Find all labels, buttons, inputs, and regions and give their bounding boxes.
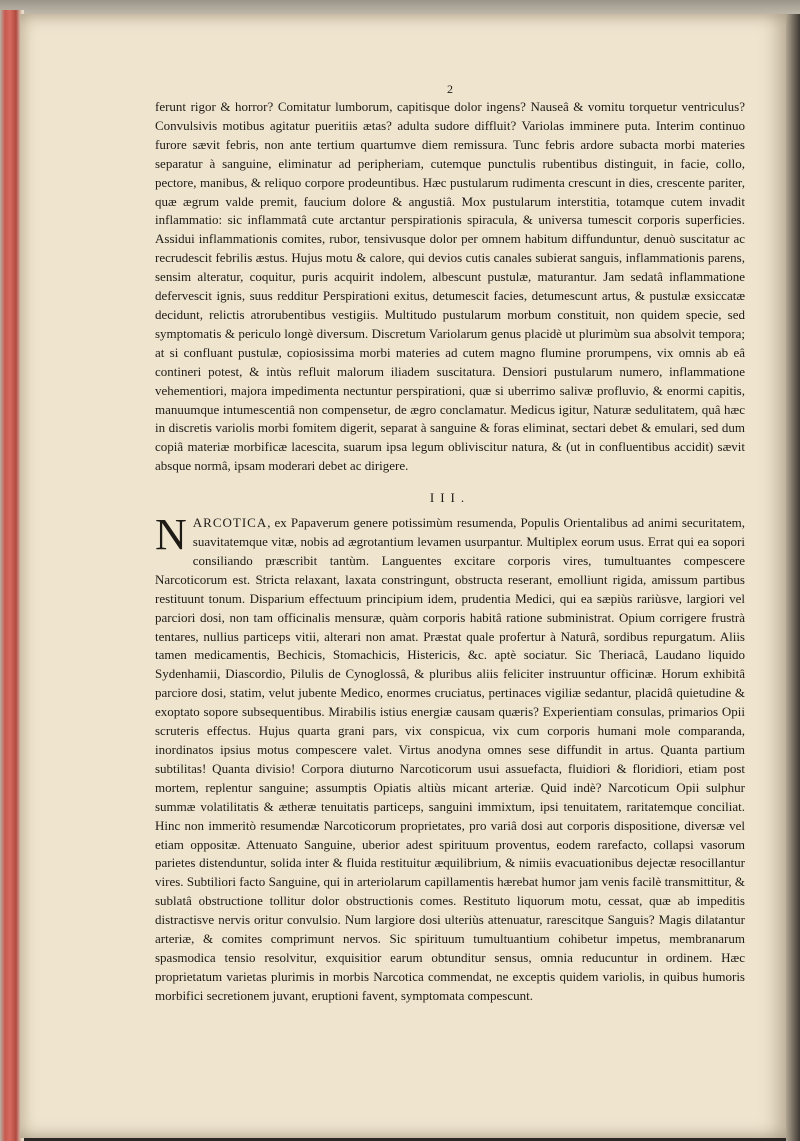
paragraph-opening-word: ARCOTICA bbox=[192, 515, 268, 531]
paragraph-narcotica-body: , ex Papaverum genere potissimùm resumenda, Populis Orientalibus ad animi securitatem, suavitatemque vitæ, nobis ad ægrotantium levamen usurpantur. Multiplex eorum usus. Errat qui ea sopori consiliando præscribit tantùm. Languentes excitare corporis vires, tumultuantes compescere Narcoticorum est. Stricta relaxant, laxata constringunt, obstructa reserant, emolliunt rigida, amissum partibus restituunt tonum. Disparium effectuum principium idem, prudentia Medici, qui ea sæpiùs rariùsve, largiori vel parciori dosi, non tam officinalis mensuræ, quàm corporis habitâ ratione subministrat. Opium corrigere frustrà tentares, nullius particeps vitii, alterari non amat. Præstat quale profertur à Naturâ, sordibus repurgatum. Aliis tamen medicamentis, Bechicis, Stomachicis, Histericis, &c. aptè sociatur. Sic Theriacâ, Laudano liquido Sydenhamii, Diascordio, Pilulis de Cynoglossâ, & pluribus aliis feliciter instruuntur officinæ. Horum exhibitâ parciore dosi, statim, velut jubente Medico, enormes cruciatus, pertinaces vigiliæ sedantur, placidâ quietudine & exoptato sopore subsequentibus. Mirabilis istius energiæ causam quæris? Experientiam consulas, primarios Opii scruteris effectus. Hujus quarta grani pars, vix conspicua, vix cum corporis humani mole comparanda, inordinatos ipsius motus compescere valet. Virtus anodyna omnes sese diffundit in artus. Quanta partium subtilitas! Quanta divisio! Corpora diuturno Narcoticorum usui assuefacta, fluidiori & floridiori, etiam post mortem, replentur sanguine; assumptis Opiatis altiùs micant arteriæ. Quid indè? Narcoticum Opii sulphur summæ volatilitatis & ætheræ tenuitatis particeps, sanguini immixtum, ipsi tenuitatem, raritatemque conciliat. Hinc non immeritò resumendæ Narcoticorum proprietates, pro variâ dosi aut corporis dispositione, diversæ vel etiam oppositæ. Attenuato Sanguine, uberior adest spirituum proventus, eodem rarefacto, collapsi vasorum parietes distenduntur, solida inter & fluida restituitur æquilibrium, & nimiis evacuationibus dejectæ resocillantur vires. Subtiliori facto Sanguine, qui in arteriolarum capillamentis hærebat humor jam venis facilè transmittitur, & sublatâ obstructione tollitur dolor obstructionis comes. Restituto liquorum motu, cessat, quæ ab impeditis distractisve nervis oritur convulsio. Num largiore dosi ulteriùs attenuatur, rarescitque Sanguis? Magis dilatantur arteriæ, & comites comprimunt nervos. Sic spirituum tumultuantium cohibetur impetus, membranarum spasmodica tensio resolvitur, exquisitior earum obtunditur sensus, omnia reducuntur in ordinem. Hæc proprietatum varietas plurimis in morbis Narcotica commendat, ne exceptis quidem variolis, in quibus humoris morbifici secretionem juvant, eruptioni favent, symptomata compescunt. bbox=[155, 515, 745, 1003]
dropcap-letter: N bbox=[155, 510, 187, 560]
paragraph-narcotica bbox=[155, 510, 745, 1006]
page-stack-edge bbox=[786, 14, 800, 1141]
paragraph-variolae: ferunt rigor & horror? Comitatur lumborum, capitisque dolor ingens? Nauseâ & vomitu torquetur ventriculus? Convulsivis motibus agitatur pueritiis ætas? adulta sudore diffluit? Variolas imminere puta. Interim continuo furore sævit febris, non ante tertium quartumve diem remissura. Tunc febris ardore subacta morbi materies separatur à sanguine, eliminatur ad peripheriam, cutemque punctulis rubentibus distinguit, in facie, collo, pectore, manibus, & reliquo corpore prodeuntibus. Hæc pustularum rudimenta crescunt in dies, crescente pariter, quæ ægrum valde premit, faucium dolore & angustiâ. Mox pustularum interstitia, totamque cutem invadit inflammatio: sic inflammatâ cute arctantur perspirationis spiracula, & universa tumescit corporis superficies. Assidui inflammationis comites, rubor, tensivusque dolor per omnem habitum diffunduntur, denuò suscitatur ac recrudescit febrilis æstus. Hujus motu & calore, qui devios cutis canales subierat sanguis, inflammationis parens, sensim alteratur, coquitur, puris acquirit indolem, albescunt pustulæ, maturantur. Jam sedatâ inflammatione defervescit ignis, suus redditur Perspirationi exitus, detumescit facies, detumescunt artus, & pustulæ exsiccatæ decidunt, relictis atrorubentibus vestigiis. Multitudo pustularum morbum constituit, non quidem specie, sed symptomatis & periculo longè diversum. Discretum Variolarum genus placidè ut plurimùm sua absolvit tempora; at si confluant pustulæ, copiosissima morbi materies ad cutem magno flumine prorumpens, vix omnis ab eâ contineri potest, & intùs refluit malorum iliadem suscitatura. Densiori pustularum numero, inflammatione vehementiori, majora impedimenta nectuntur perspirationi, quæ si uberrimo salivæ profluvio, & enormi capitis, manuumque intumescentiâ non compensetur, de ægro conclamatur. Medicus igitur, Naturæ sedulitatem, quâ hæc in discretis variolis morbi fomitem digerit, separat à sanguine & foras eliminat, sectari debet & emulari, sed dum copiâ materiæ morbificæ lacescita, suarum ipsa legum obliviscitur natura, & (ut in confluentibus accidit) sævit absque normâ, ipsam moderari debet ac dirigere. bbox=[155, 99, 745, 474]
page-text-block bbox=[155, 82, 745, 1006]
page-number: 2 bbox=[447, 82, 453, 96]
section-heading: III. bbox=[429, 490, 471, 506]
